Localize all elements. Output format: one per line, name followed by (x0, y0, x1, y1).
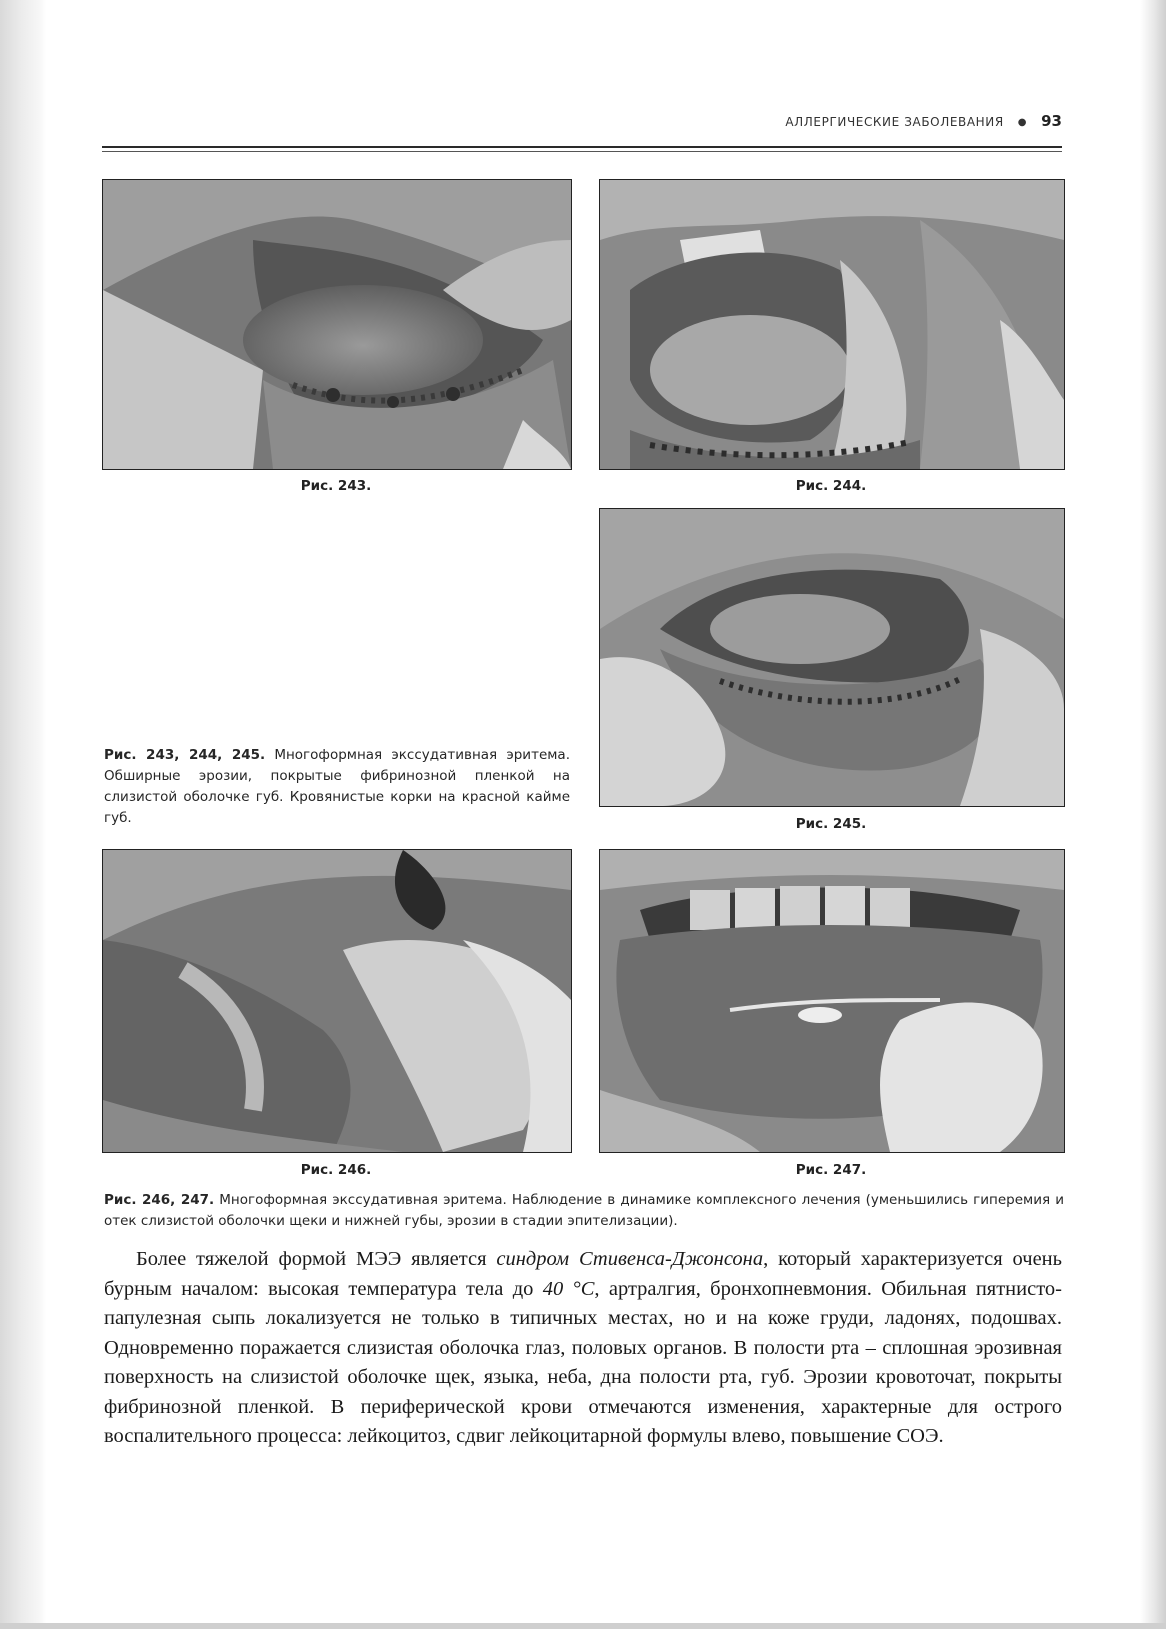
scan-shadow-left (0, 0, 46, 1629)
figure-label-243: Рис. 243. (300, 478, 372, 494)
scan-shadow-right (1140, 0, 1166, 1629)
photo-246 (102, 849, 572, 1153)
figure-label-244: Рис. 244. (795, 478, 867, 494)
body-text-mid: , который характеризуется очень бурным началом: высокая температура тела до (104, 1248, 1062, 1300)
page-number: 93 (1041, 112, 1062, 130)
header-rule-thick (102, 146, 1062, 148)
caption-243-245 (104, 745, 570, 829)
caption-text-246-247: Многоформная экссудативная эритема. Наблюдение в динамике комплексного лечения (уменьшились гиперемия и отек слизистой оболочки щеки и нижней губы, эрозии в стадии эпителизации). (104, 1192, 1064, 1229)
section-title: АЛЛЕРГИЧЕСКИЕ ЗАБОЛЕВАНИЯ (785, 115, 1004, 129)
body-text-end: , артралгия, бронхопневмония. Обильная пятнисто-папулезная сыпь локализуется не только в типичных местах, но и на коже груди, ладонях, подошвах. Одновременно поражается слизистая оболочка глаз, половых органов. В полости рта – сплошная эрозивная поверхность на слизистой оболочке щек, языка, неба, дна полости рта, губ. Эрозии кровоточат, покрыты фибринозной пленкой. В периферической крови отмечаются изменения, характерные для острого воспалительного процесса: лейкоцитоз, сдвиг лейкоцитарной формулы влево, повышение СОЭ. (104, 1277, 1062, 1447)
caption-text-243-245: Многоформная экссудативная эритема. Обширные эрозии, покрытые фибринозной пленкой на слизистой оболочке губ. Кровянистые корки на красной кайме губ. (104, 747, 570, 826)
photo-243 (102, 179, 572, 470)
caption-246-247 (104, 1190, 1064, 1232)
caption-ref-243-245: Рис. 243, 244, 245. (104, 747, 266, 763)
photo-245 (599, 508, 1065, 807)
photo-247 (599, 849, 1065, 1153)
running-head (785, 112, 1062, 130)
body-text-start: Более тяжелой формой МЭЭ является (136, 1248, 497, 1270)
header-rule-thin (102, 151, 1062, 152)
caption-ref-246-247: Рис. 246, 247. (104, 1192, 215, 1208)
body-term-stevens-johnson: синдром Стивенса-Джонсона (496, 1248, 764, 1270)
scan-edge-bottom (0, 1623, 1166, 1629)
bullet-dot-icon: ● (1017, 117, 1028, 128)
body-temperature: 40 °С (542, 1277, 595, 1300)
figure-label-247: Рис. 247. (795, 1162, 867, 1178)
figure-label-246: Рис. 246. (300, 1162, 372, 1178)
photo-244 (599, 179, 1065, 470)
body-paragraph (104, 1245, 1062, 1452)
figure-label-245: Рис. 245. (795, 816, 867, 832)
